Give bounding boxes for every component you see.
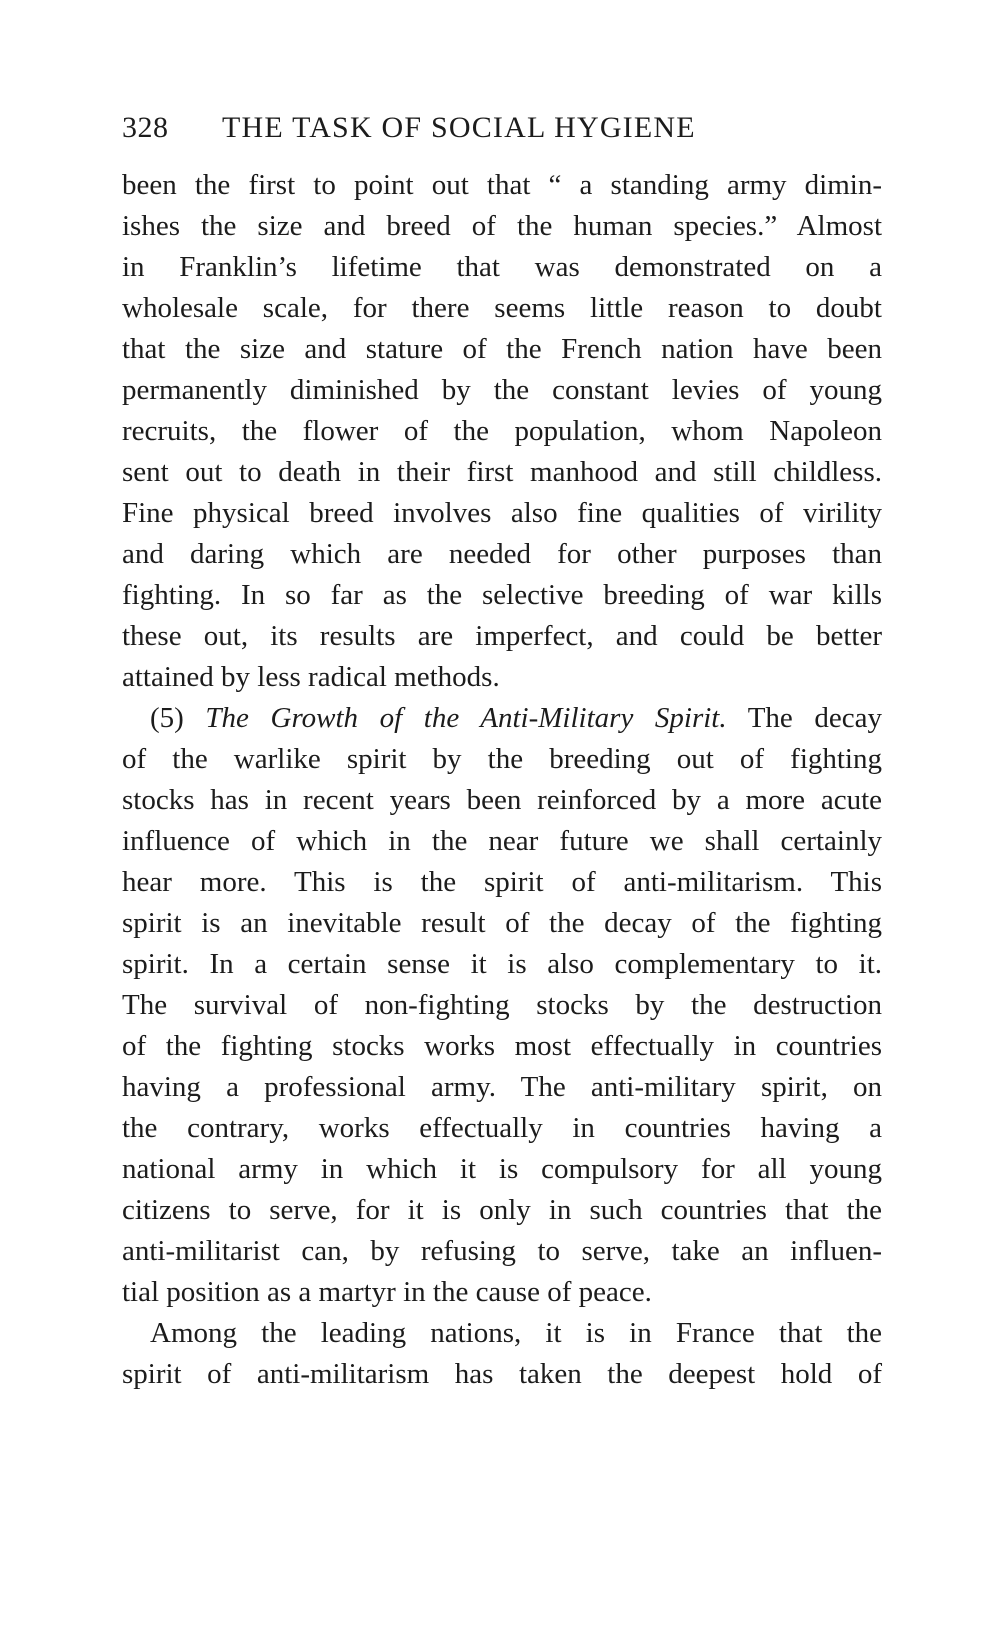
text-line: these out, its results are imperfect, and could be better: [122, 620, 882, 652]
text-line: Fine physical breed involves also fine qualities of virility: [122, 497, 882, 529]
running-head: [122, 108, 882, 148]
text-line: recruits, the flower of the population, whom Napoleon: [122, 415, 882, 447]
text-line: spirit. In a certain sense it is also complementary to it.: [122, 948, 882, 980]
text-line: anti-militarist can, by refusing to serve, take an influen-: [122, 1235, 882, 1267]
text-line: having a professional army. The anti-military spirit, on: [122, 1071, 882, 1103]
text-line: fighting. In so far as the selective breeding of war kills: [122, 579, 882, 611]
section-heading-line: [122, 698, 882, 739]
page-number: 328: [122, 111, 169, 144]
text-line: Among the leading nations, it is in France that the: [150, 1317, 882, 1349]
text-line: stocks has in recent years been reinforced by a more acute: [122, 784, 882, 816]
text-line: and daring which are needed for other purposes than: [122, 538, 882, 570]
running-title: THE TASK OF SOCIAL HYGIENE: [222, 111, 696, 144]
text-line: The survival of non-fighting stocks by the destruction: [122, 989, 882, 1021]
text-line: the contrary, works effectually in countries having a: [122, 1112, 882, 1144]
body-text: [122, 165, 882, 1395]
text-line: spirit is an inevitable result of the decay of the fighting: [122, 907, 882, 939]
text-line: citizens to serve, for it is only in such countries that the: [122, 1194, 882, 1226]
text-line: attained by less radical methods.: [122, 661, 500, 693]
text-line: permanently diminished by the constant levies of young: [122, 374, 882, 406]
text-line: been the first to point out that “ a standing army dimin-: [122, 169, 882, 201]
section-title: The Growth of the Anti-Military Spirit.: [205, 702, 727, 734]
text-line: hear more. This is the spirit of anti-militarism. This: [122, 866, 882, 898]
text-line: wholesale scale, for there seems little reason to doubt: [122, 292, 882, 324]
section-number: (5): [150, 702, 206, 734]
text-line: in Franklin’s lifetime that was demonstrated on a: [122, 251, 882, 283]
text-line: sent out to death in their first manhood and still childless.: [122, 456, 882, 488]
text-line: national army in which it is compulsory for all young: [122, 1153, 882, 1185]
section-lead-in: The decay: [726, 702, 882, 734]
text-line: ishes the size and breed of the human species.” Almost: [122, 210, 882, 242]
text-line: of the fighting stocks works most effectually in countries: [122, 1030, 882, 1062]
text-line: tial position as a martyr in the cause of peace.: [122, 1276, 652, 1308]
text-line: influence of which in the near future we shall certainly: [122, 825, 882, 857]
text-line: of the warlike spirit by the breeding out of fighting: [122, 743, 882, 775]
text-line: spirit of anti-militarism has taken the deepest hold of: [122, 1358, 882, 1390]
text-line: that the size and stature of the French nation have been: [122, 333, 882, 365]
